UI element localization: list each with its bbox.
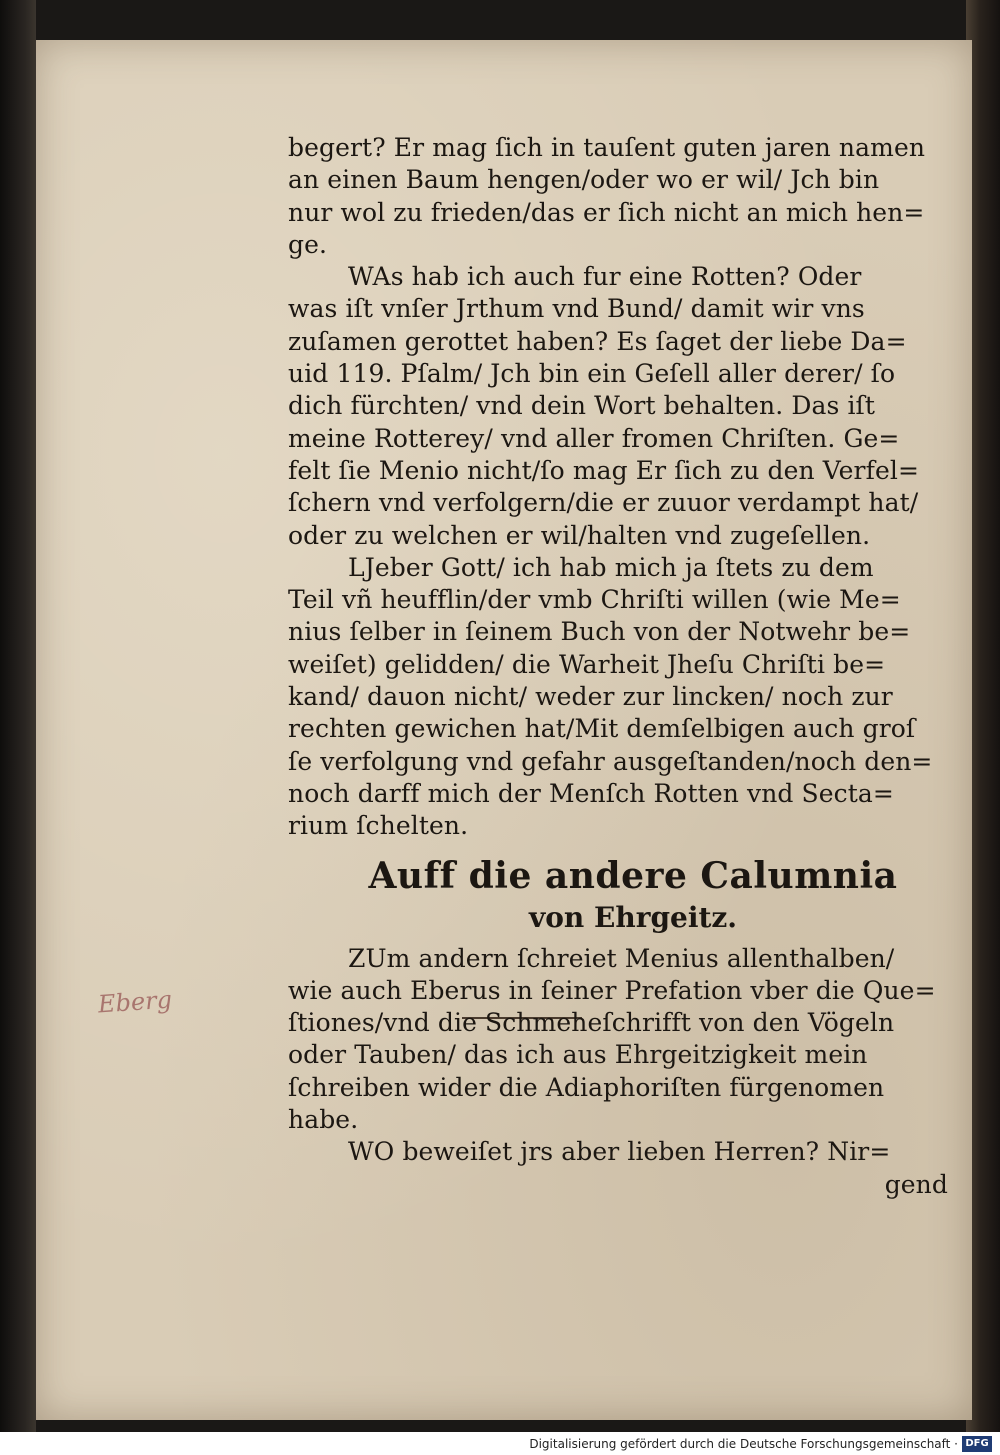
- text-line: rium ſchelten.: [288, 811, 469, 841]
- section-subtitle: von Ehrgeitz.: [528, 900, 738, 934]
- text-line: WAs hab ich auch fur eine Rotten? Oder: [348, 262, 862, 292]
- catchword: gend: [884, 1169, 948, 1199]
- footer-credit: Digitalisierung gefördert durch die Deutsche Forschungsgemeinschaft ·: [529, 1437, 958, 1451]
- section-title: Auff die andere Calumnia: [368, 854, 898, 897]
- text-line: ge.: [288, 229, 328, 259]
- section-heading: [288, 843, 978, 943]
- text-line: nius ſelber in ſeinem Buch von der Notwehr be=: [288, 617, 911, 647]
- text-line: rechten gewichen hat/Mit demſelbigen auch groſ: [288, 714, 916, 744]
- text-line: begert? Er mag ſich in tauſent guten jaren namen: [288, 133, 926, 162]
- text-line: Teil vñ heufflin/der vmb Chriſti willen (wie Me=: [288, 585, 901, 615]
- text-line: noch darff mich der Menſch Rotten vnd Secta=: [288, 778, 894, 808]
- text-line: WO beweiſet jrs aber lieben Herren? Nir=: [348, 1137, 891, 1167]
- footer-bar: [0, 1432, 1000, 1455]
- text-line: an einen Baum hengen/oder wo er wil/ Jch bin: [288, 165, 880, 195]
- text-line: oder Tauben/ das ich aus Ehrgeitzigkeit mein: [288, 1040, 868, 1070]
- text-line: oder zu welchen er wil/halten vnd zugeſellen.: [288, 520, 871, 550]
- paragraph-3: [288, 552, 978, 843]
- text-line: ſchern vnd verfolgern/die er zuuor verdampt hat/: [288, 488, 919, 518]
- text-line: ſchreiben wider die Adiaphoriſten fürgenomen: [288, 1072, 885, 1102]
- text-line: ZUm andern ſchreiet Menius allenthalben/: [348, 943, 895, 973]
- book-page: [36, 40, 972, 1420]
- text-line: weiſet) gelidden/ die Warheit Jheſu Chriſti be=: [288, 649, 886, 679]
- text-line: ſe verfolgung vnd gefahr ausgeſtanden/noch den=: [288, 746, 933, 776]
- paragraph-2: [288, 261, 978, 552]
- dfg-logo: DFG: [962, 1436, 992, 1452]
- text-line: kand/ dauon nicht/ weder zur lincken/ noch zur: [288, 682, 893, 712]
- text-line: was iſt vnſer Jrthum vnd Bund/ damit wir vns: [288, 294, 865, 324]
- text-line: LJeber Gott/ ich hab mich ja ſtets zu dem: [348, 552, 874, 582]
- left-book-edge: [0, 0, 36, 1432]
- page-text: [288, 132, 978, 1201]
- text-line: meine Rotterey/ vnd aller fromen Chriſten. Ge=: [288, 423, 900, 453]
- margin-note-handwritten: Eberg: [97, 985, 173, 1019]
- text-line: zuſamen gerottet haben? Es ſaget der liebe Da=: [288, 326, 907, 356]
- text-line: habe.: [288, 1105, 359, 1135]
- text-line: wie auch Eberus in ſeiner Prefation vber die Que=: [288, 975, 936, 1005]
- text-line: ſtiones/vnd die Schmeheſchrifft von den Vögeln: [288, 1008, 895, 1038]
- text-line: felt ſie Menio nicht/ſo mag Er ſich zu den Verfel=: [288, 455, 920, 485]
- text-line: dich fürchten/ vnd dein Wort behalten. Das iſt: [288, 391, 876, 421]
- paragraph-5: [288, 1136, 978, 1168]
- paragraph-1: [288, 132, 978, 261]
- paragraph-4: [288, 943, 978, 1137]
- text-line: nur wol zu frieden/das er ſich nicht an mich hen=: [288, 197, 925, 227]
- text-line: uid 119. Pſalm/ Jch bin ein Geſell aller derer/ ſo: [288, 359, 896, 389]
